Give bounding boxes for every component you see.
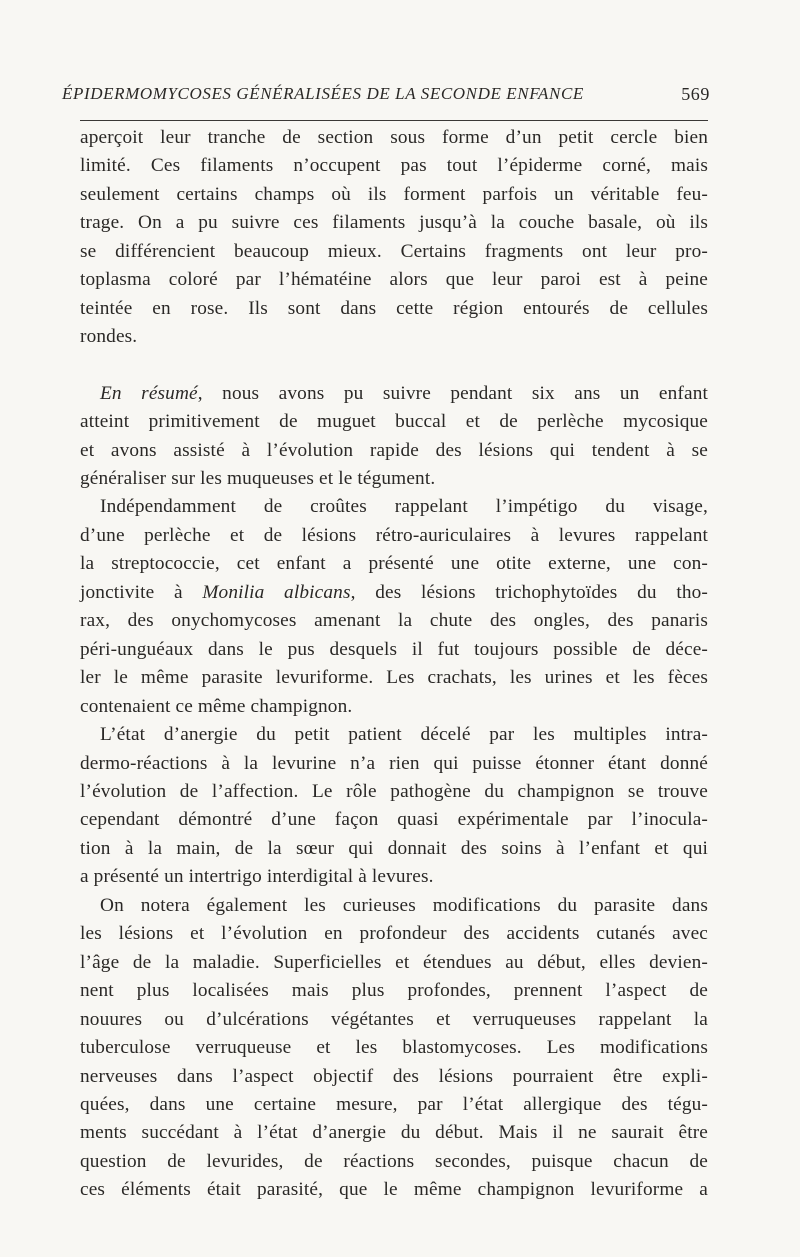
italic-lead: En résumé	[100, 382, 198, 404]
header-rule	[80, 120, 708, 121]
text-line: limité. Ces filaments n’occupent pas tout l’épiderme corné, mais	[80, 155, 708, 177]
text-line: généraliser sur les muqueuses et le tégument.	[80, 467, 436, 489]
text-line: L’état d’anergie du petit patient décelé par les multiples intra-	[100, 724, 708, 746]
text-line: les lésions et l’évolution en profondeur des accidents cutanés avec	[80, 923, 708, 945]
text-line: l’âge de la maladie. Superficielles et étendues au début, elles devien-	[80, 951, 708, 973]
text-line: ments succédant à l’état d’anergie du début. Mais il ne saurait être	[80, 1122, 708, 1144]
text-line: péri-unguéaux dans le pus desquels il fut toujours possible de déce-	[80, 638, 708, 660]
text-line: rondes.	[80, 326, 138, 348]
text-line: a présenté un intertrigo interdigital à levures.	[80, 866, 434, 888]
running-header	[62, 84, 710, 112]
text-line: aperçoit leur tranche de section sous forme d’un petit cercle bien	[80, 127, 708, 148]
text-line: trage. On a pu suivre ces filaments jusqu’à la couche basale, où ils	[80, 212, 708, 234]
text-fragment: , nous avons pu suivre pendant six ans un enfant	[197, 382, 708, 404]
text-line: nerveuses dans l’aspect objectif des lésions pourraient être expli-	[80, 1065, 708, 1087]
italic-term: Monilia albicans	[202, 581, 351, 603]
paragraph-1	[80, 124, 708, 352]
page-number: 569	[681, 84, 710, 104]
text-line: toplasma coloré par l’hématéine alors que leur paroi est à peine	[80, 269, 708, 291]
body-text	[80, 124, 708, 1205]
text-line: contenaient ce même champignon.	[80, 695, 353, 717]
text-line: quées, dans une certaine mesure, par l’état allergique des tégu-	[80, 1093, 708, 1115]
text-line: atteint primitivement de muguet buccal et de perlèche mycosique	[80, 411, 708, 433]
text-line: et avons assisté à l’évolution rapide des lésions qui tendent à se	[80, 439, 708, 461]
text-line: seulement certains champs où ils forment parfois un véritable feu-	[80, 183, 708, 205]
text-line: d’une perlèche et de lésions rétro-auriculaires à levures rappelant	[80, 524, 708, 546]
text-line: la streptococcie, cet enfant a présenté une otite externe, une con-	[80, 553, 708, 575]
text-line: rax, des onychomycoses amenant la chute des ongles, des panaris	[80, 610, 708, 632]
text-fragment: jonctivite à	[80, 581, 203, 603]
text-line: Indépendamment de croûtes rappelant l’impétigo du visage,	[100, 496, 708, 518]
paragraph-2	[80, 380, 708, 494]
paragraph-3	[80, 493, 708, 721]
text-line: tion à la main, de la sœur qui donnait des soins à l’enfant et qui	[80, 837, 708, 859]
text-fragment: , des lésions trichophytoïdes du tho-	[350, 581, 708, 603]
text-line: question de levurides, de réactions secondes, puisque chacun de	[80, 1150, 708, 1172]
text-line: ces éléments était parasité, que le même champignon levuriforme a	[80, 1179, 708, 1201]
text-line: teintée en rose. Ils sont dans cette région entourés de cellules	[80, 297, 708, 319]
text-line	[80, 579, 708, 607]
text-line: se différencient beaucoup mieux. Certains fragments ont leur pro-	[80, 240, 708, 262]
paragraph-4	[80, 721, 708, 892]
text-line: dermo-réactions à la levurine n’a rien qui puisse étonner étant donné	[80, 752, 708, 774]
running-title: ÉPIDERMOMYCOSES GÉNÉRALISÉES DE LA SECONDE ENFANCE	[62, 84, 584, 103]
text-line: cependant démontré d’une façon quasi expérimentale par l’inocula-	[80, 809, 708, 831]
text-line: tuberculose verruqueuse et les blastomycoses. Les modifications	[80, 1037, 708, 1059]
text-line: ler le même parasite levuriforme. Les crachats, les urines et les fèces	[80, 667, 708, 689]
paragraph-5	[80, 892, 708, 1205]
text-line: On notera également les curieuses modifications du parasite dans	[100, 894, 708, 916]
text-line	[80, 380, 708, 408]
text-line: l’évolution de l’affection. Le rôle pathogène du champignon se trouve	[80, 780, 708, 802]
text-line: nent plus localisées mais plus profondes, prennent l’aspect de	[80, 980, 708, 1002]
text-line: nouures ou d’ulcérations végétantes et verruqueuses rappelant la	[80, 1008, 708, 1030]
